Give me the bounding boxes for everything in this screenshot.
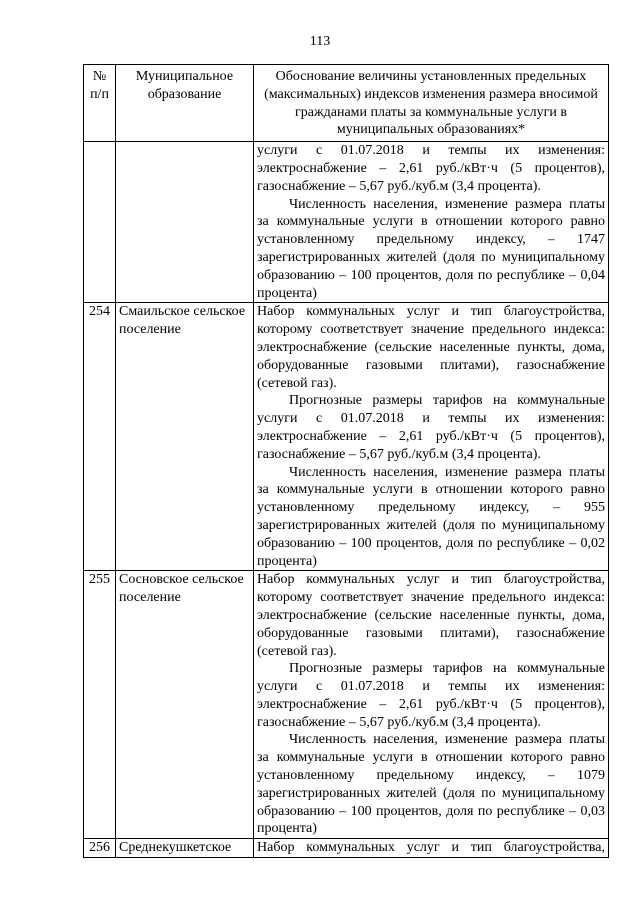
justification-paragraph: Набор коммунальных услуг и тип благоустройства, (257, 840, 605, 856)
table-row (84, 303, 609, 571)
row-municipality: Смаильское сельское поселение (116, 303, 254, 571)
row-municipality: Среднекушкетское (116, 839, 254, 858)
justification-paragraph: услуги с 01.07.2018 и темпы их изменения: электроснабжение – 2,61 руб./кВт·ч (5 процентов), газоснабжение – 5,67 руб./куб.м (3,4 процента). (257, 143, 605, 194)
row-justification (254, 571, 609, 839)
table-row (84, 142, 609, 303)
row-justification (254, 303, 609, 571)
table-row (84, 839, 609, 858)
row-number (84, 142, 116, 303)
row-municipality: Сосновское сельское поселение (116, 571, 254, 839)
row-municipality (116, 142, 254, 303)
row-number: 256 (84, 839, 116, 858)
header-number: № п/п (84, 65, 116, 142)
tariff-justification-table (83, 64, 609, 858)
justification-paragraph: Численность населения, изменение размера платы за коммунальные услуги в отношении которого равно установленному предельному индексу, – 1747 зарегистрированных жителей (доля по муниципальному образованию – 100 процентов, доля по республике – 0,04 процента) (257, 196, 605, 301)
table-header-row (84, 65, 609, 142)
row-number: 255 (84, 571, 116, 839)
row-number: 254 (84, 303, 116, 571)
page-number: 113 (309, 34, 331, 49)
justification-paragraph: Набор коммунальных услуг и тип благоустройства, которому соответствует значение предельного индекса: электроснабжение (сельские населенные пункты, дома, оборудованные газовыми плитами), газоснабжение (сетевой газ). (257, 304, 605, 391)
justification-paragraph: Прогнозные размеры тарифов на коммунальные услуги с 01.07.2018 и темпы их изменения: электроснабжение – 2,61 руб./кВт·ч (5 процентов), газоснабжение – 5,67 руб./куб.м (3,4 процента). (257, 661, 605, 730)
justification-paragraph: Набор коммунальных услуг и тип благоустройства, которому соответствует значение предельного индекса: электроснабжение (сельские населенные пункты, дома, оборудованные газовыми плитами), газоснабжение (сетевой газ). (257, 572, 605, 659)
justification-paragraph: Численность населения, изменение размера платы за коммунальные услуги в отношении которого равно установленному предельному индексу, – 1079 зарегистрированных жителей (доля по муниципальному образованию – 100 процентов, доля по республике – 0,03 процента) (257, 732, 605, 837)
row-justification (254, 839, 609, 858)
header-justification: Обоснование величины установленных предельных (максимальных) индексов изменения размера вносимой гражданами платы за коммунальные услуги в муниципальных образованиях* (254, 65, 609, 142)
row-justification (254, 142, 609, 303)
header-municipality: Муниципальное образование (116, 65, 254, 142)
justification-paragraph: Прогнозные размеры тарифов на коммунальные услуги с 01.07.2018 и темпы их изменения: электроснабжение – 2,61 руб./кВт·ч (5 процентов), газоснабжение – 5,67 руб./куб.м (3,4 процента). (257, 393, 605, 462)
justification-paragraph: Численность населения, изменение размера платы за коммунальные услуги в отношении которого равно установленному предельному индексу, – 955 зарегистрированных жителей (доля по муниципальному образованию – 100 процентов, доля по республике – 0,02 процента) (257, 464, 605, 569)
table-row (84, 571, 609, 839)
